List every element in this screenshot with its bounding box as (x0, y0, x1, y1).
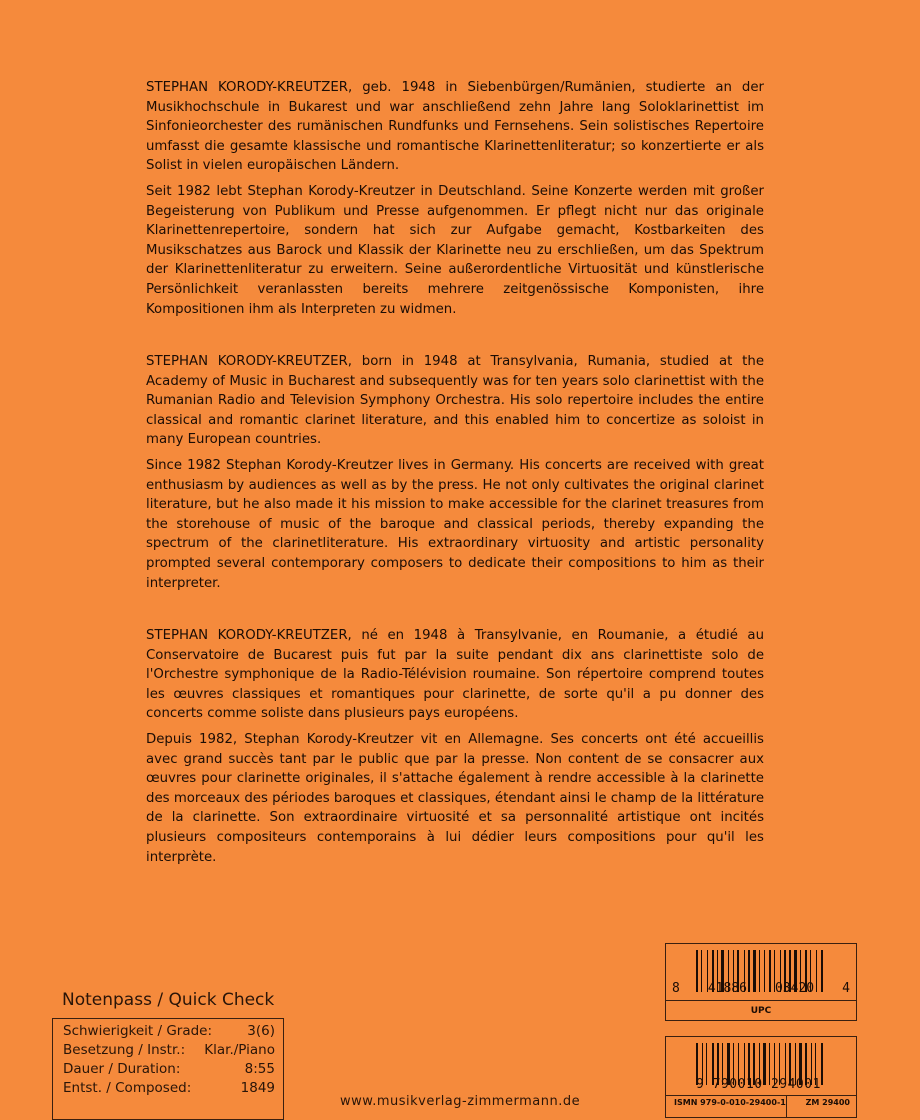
bio-paragraph: STEPHAN KORODY-KREUTZER, né en 1948 à Transylvanie, en Roumanie, a étudié au Conservatoire de Bucarest puis fut par la suite pendant dix ans clarinettiste solo de l'Orchestre symphonique de la Radio-Télévision roumaine. Son répertoire comprend toutes les œuvres classiques et romantiques pour clarinette, de sorte qu'il a pu donner des concerts comme soliste dans plusieurs pays européens. (146, 628, 764, 722)
barcode-digits: 9 790010 294001 (696, 1077, 821, 1092)
bio-paragraph: STEPHAN KORODY-KREUTZER, geb. 1948 in Siebenbürgen/Rumänien, studierte an der Musikhochschule in Bukarest und war anschließend zehn Jahre lang Soloklarinettist im Sinfonieorchester des rumänischen Rundfunks und Fernsehens. Sein solistisches Repertoire umfasst die gesamte klassische und romantische Klarinettenliteratur; so konzertierte er als Solist in vielen europäischen Ländern. (146, 80, 764, 174)
barcode-digit-right: 4 (842, 981, 850, 996)
quick-check-row (63, 1041, 275, 1060)
quick-check-label: Schwierigkeit / Grade: (63, 1023, 213, 1039)
barcode-digits (672, 981, 850, 996)
ismn-label-row (666, 1095, 856, 1118)
quick-check-label: Dauer / Duration: (63, 1061, 181, 1077)
quick-check-value: 1849 (240, 1080, 275, 1096)
barcode-group: 41886 (707, 981, 747, 996)
quick-check-value: Klar./Piano (204, 1042, 275, 1058)
ismn-number: ISMN 979-0-010-29400-1 (674, 1098, 786, 1107)
upc-barcode (665, 943, 857, 1021)
quick-check-row (63, 1022, 275, 1041)
barcode-digit-left: 8 (672, 981, 680, 996)
quick-check-label: Besetzung / Instr.: (63, 1042, 186, 1058)
biography-english (146, 352, 764, 599)
quick-check-value: 3(6) (247, 1023, 275, 1039)
ismn-barcode (665, 1036, 857, 1118)
catalog-code: ZM 29400 (805, 1098, 850, 1107)
biography-german (146, 78, 764, 325)
bio-paragraph: Seit 1982 lebt Stephan Korody-Kreutzer in Deutschland. Seine Konzerte werden mit großer Begeisterung von Publikum und Presse aufgenommen. Er pflegt nicht nur das originale Klarinettenrepertoire, sondern hat sich zur Aufgabe gemacht, Kostbarkeiten des Musikschatzes aus Barock und Klassik der Klarinette neu zu erschließen, um das Spektrum der Klarinettenliteratur zu erweitern. Seine außerordentliche Virtuosität und künstlerische Persönlichkeit veranlassten bereits mehrere zeitgenössische Komponisten, ihre Kompositionen ihm als Interpreten zu widmen. (146, 183, 764, 317)
quick-check-row (63, 1060, 275, 1079)
quick-check-label: Entst. / Composed: (63, 1080, 192, 1096)
quick-check-title: Notenpass / Quick Check (62, 990, 275, 1010)
bio-paragraph: Since 1982 Stephan Korody-Kreutzer lives in Germany. His concerts are received with great enthusiasm by audiences as well as by the press. He not only cultivates the original clarinet literature, but he also made it his mission to make accessible for the clarinet treasures from the storehouse of music of the baroque and classical periods, thereby expanding the spectrum of the clarinetliterature. His extraordinary virtuosity and artistic personality prompted several contemporary composers to dedicate their compositions to him as their interpreter. (146, 457, 764, 591)
quick-check-box (52, 1018, 284, 1120)
publisher-url[interactable]: www.musikverlag-zimmermann.de (340, 1094, 581, 1109)
bio-paragraph: STEPHAN KORODY-KREUTZER, born in 1948 at Transylvania, Rumania, studied at the Academy of Music in Bucharest and subsequently was for ten years solo clarinettist with the Rumanian Radio and Television Symphony Orchestra. His solo repertoire includes the entire classical and romantic clarinet literature, and this enabled him to concertize as soloist in many European countries. (146, 354, 764, 448)
quick-check-value: 8:55 (244, 1061, 275, 1077)
upc-label: UPC (666, 1000, 856, 1021)
bio-paragraph: Depuis 1982, Stephan Korody-Kreutzer vit en Allemagne. Ses concerts ont été accueillis avec grand succès tant par le public que par la presse. Non content de se consacrer aux œuvres pour clarinette originales, il s'attache également à rendre accessible à la clarinette des morceaux des périodes baroques et classiques, étendant ainsi le champ de la littérature de la clarinette. Son extraordinaire virtuosité et sa personnalité artistique ont incités plusieurs compositeurs contemporains à lui dédier leurs compositions pour qu'il les interprète. (146, 731, 764, 865)
biography-french (146, 626, 764, 873)
barcode-group: 03420 (775, 981, 815, 996)
quick-check-row (63, 1079, 275, 1098)
